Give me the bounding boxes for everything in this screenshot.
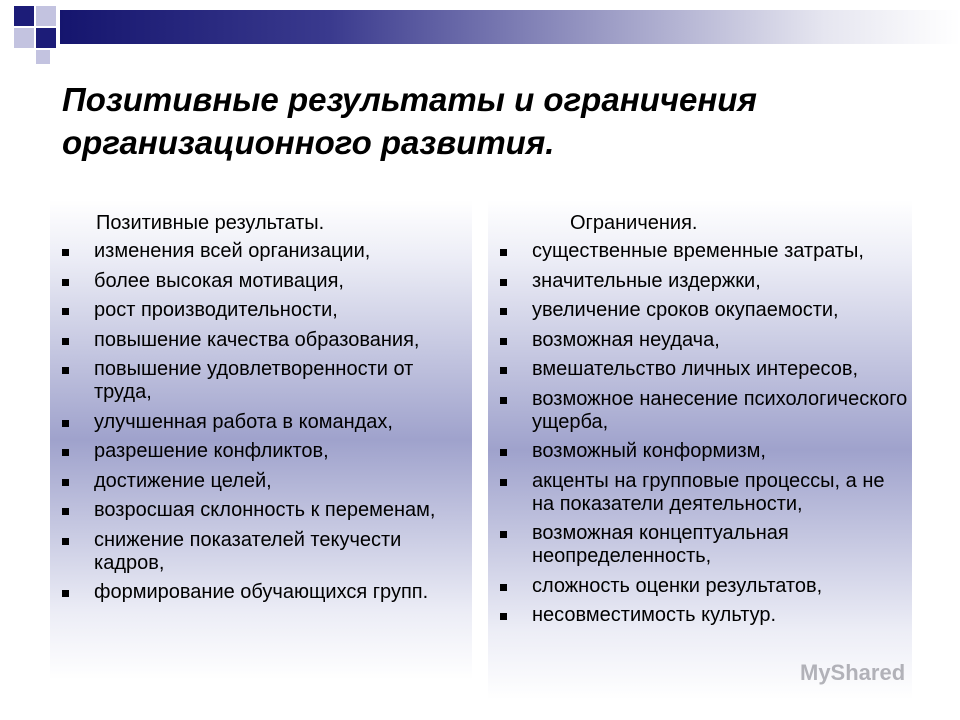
bullet-icon (62, 590, 69, 597)
list-item-text: возможная концептуальная неопределенность, (532, 522, 789, 567)
decor-square (36, 28, 56, 48)
list-item-text: повышение удовлетворенности от труда, (94, 358, 414, 403)
positive-results-column (50, 200, 472, 680)
decor-square (14, 28, 34, 48)
limitations-heading: Ограничения. (570, 212, 698, 234)
list-item (498, 604, 910, 627)
bullet-icon (500, 367, 507, 374)
bullet-icon (62, 479, 69, 486)
list-item (60, 411, 468, 434)
list-item-text: разрешение конфликтов, (94, 440, 329, 462)
list-item-text: возможное нанесение психологического ущерба, (532, 387, 908, 433)
list-item (498, 440, 910, 463)
bullet-icon (62, 308, 69, 315)
list-item (498, 575, 910, 598)
list-item-text: возможная неудача, (532, 328, 720, 351)
list-item (60, 240, 468, 263)
list-item-text: возросшая склонность к переменам, (94, 499, 436, 521)
list-item-text: существенные временные затраты, (532, 240, 864, 262)
list-item-text: формирование обучающихся групп. (94, 581, 429, 603)
list-item-text: увеличение сроков окупаемости, (532, 299, 839, 321)
list-item (60, 358, 468, 404)
watermark: MyShared (800, 660, 906, 685)
limitations-column (488, 200, 912, 700)
list-item-text: рост производительности, (94, 299, 338, 321)
list-item (60, 270, 468, 293)
slide-title: Позитивные результаты и ограничения организационного развития. (62, 81, 757, 161)
bullet-icon (62, 508, 69, 515)
list-item (60, 529, 468, 575)
list-item (60, 299, 468, 322)
bullet-icon (62, 420, 69, 427)
list-item-text: улучшенная работа в командах, (94, 410, 393, 433)
decor-square (14, 6, 34, 26)
decor-square (36, 6, 56, 26)
positive-results-heading: Позитивные результаты. (96, 212, 325, 234)
bullet-icon (62, 279, 69, 286)
list-item (498, 270, 910, 293)
list-item-text: изменения всей организации, (94, 240, 371, 262)
list-item (60, 581, 468, 604)
list-item (498, 388, 910, 434)
list-item-text: более высокая мотивация, (94, 269, 344, 292)
bullet-icon (500, 479, 507, 486)
list-item (498, 299, 910, 322)
bullet-icon (62, 338, 69, 345)
list-item (498, 329, 910, 352)
list-item (60, 329, 468, 352)
bullet-icon (500, 249, 507, 256)
list-item (60, 440, 468, 463)
limitations-list (498, 240, 910, 634)
list-item-text: достижение целей, (94, 469, 272, 492)
list-item (60, 499, 468, 522)
list-item-text: возможный конформизм, (532, 440, 766, 462)
positive-results-list (60, 240, 468, 611)
bullet-icon (500, 308, 507, 315)
list-item (60, 470, 468, 493)
bullet-icon (500, 584, 507, 591)
list-item-text: сложность оценки результатов, (532, 574, 823, 597)
list-item-text: акценты на групповые процессы, а не на показатели деятельности, (532, 469, 885, 515)
bullet-icon (500, 338, 507, 345)
bullet-icon (500, 449, 507, 456)
bullet-icon (500, 613, 507, 620)
list-item-text: значительные издержки, (532, 269, 761, 292)
list-item-text: повышение качества образования, (94, 328, 420, 351)
bullet-icon (62, 449, 69, 456)
list-item-text: вмешательство личных интересов, (532, 358, 859, 380)
bullet-icon (500, 531, 507, 538)
bullet-icon (500, 397, 507, 404)
list-item (498, 522, 910, 568)
header-gradient-bar (60, 10, 960, 44)
bullet-icon (62, 249, 69, 256)
list-item (498, 470, 910, 516)
bullet-icon (62, 367, 69, 374)
list-item (498, 240, 910, 263)
bullet-icon (62, 538, 69, 545)
bullet-icon (500, 279, 507, 286)
list-item (498, 358, 910, 381)
list-item-text: несовместимость культур. (532, 604, 777, 626)
list-item-text: снижение показателей текучести кадров, (94, 528, 402, 574)
decor-square (36, 50, 50, 64)
